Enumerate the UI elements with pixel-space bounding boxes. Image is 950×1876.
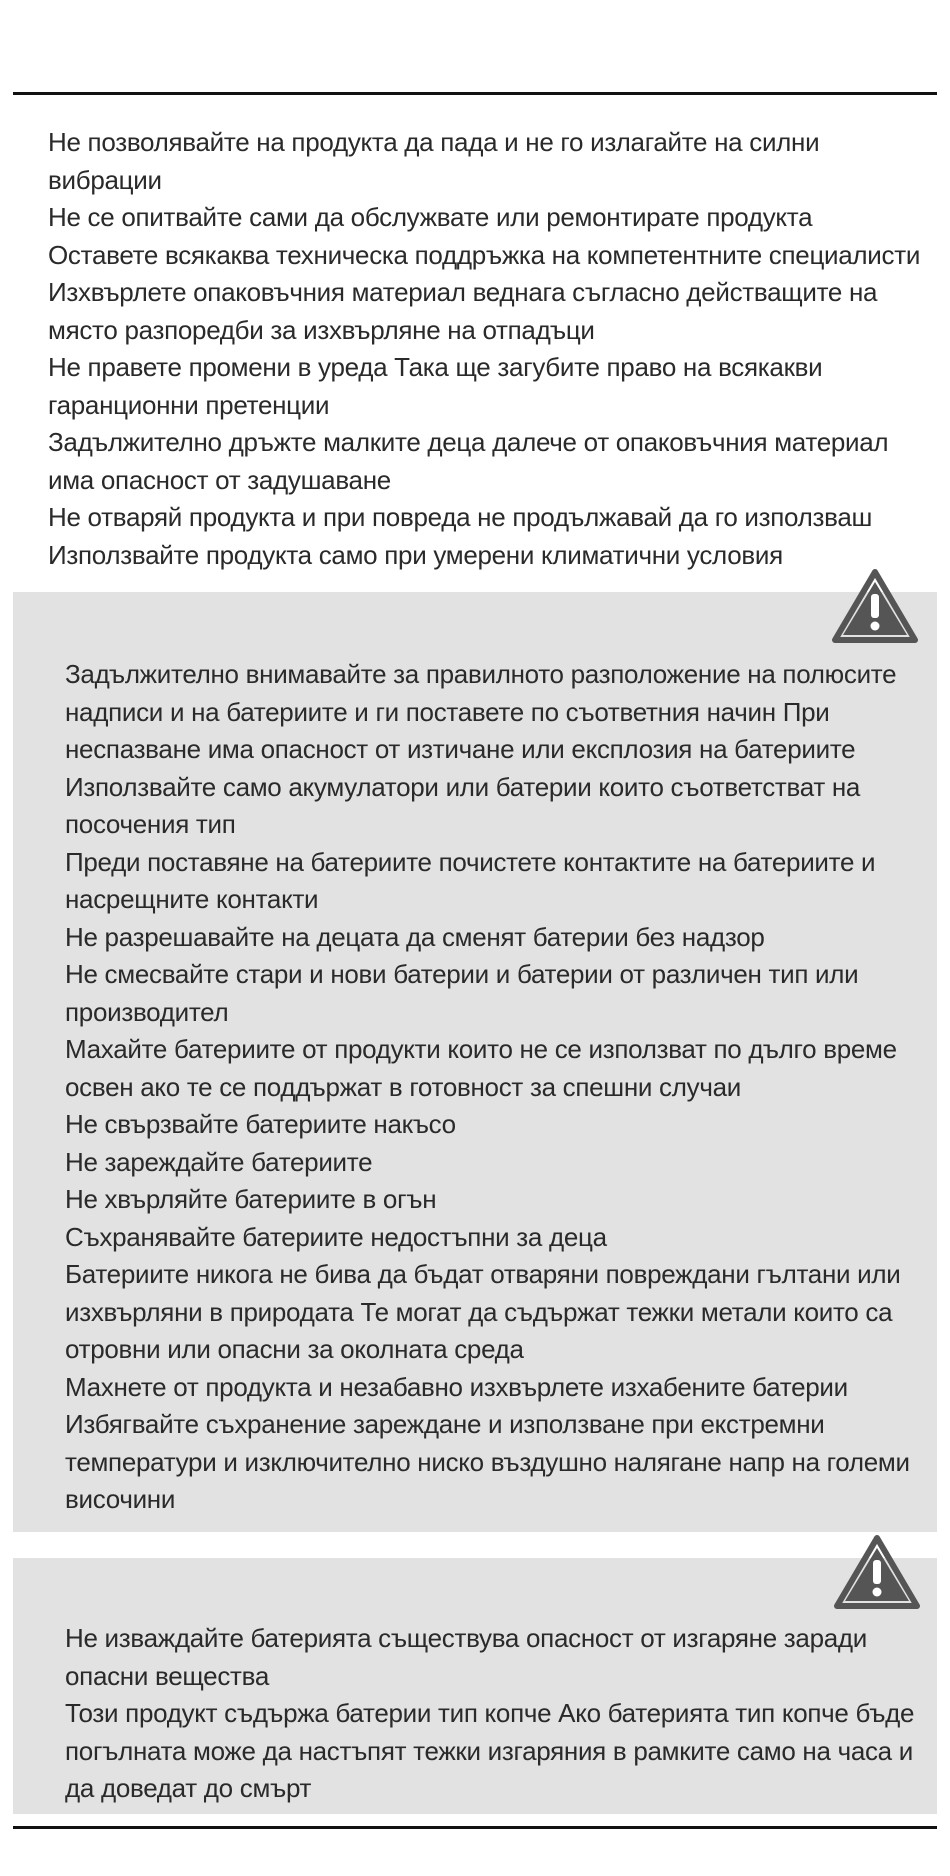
warning-item: Използвайте само акумулатори или батерии които съответстват на посочения тип [65, 771, 861, 839]
warning-item: Този продукт съдържа батерии тип копче Ако батерията тип копче бъде погълната може да настъпят тежки изгаряния в рамките само на часа и да доведат до смърт [65, 1698, 915, 1803]
battery-warning-list [65, 656, 935, 1519]
general-instructions-list [48, 124, 938, 574]
warning-item: Не разрешавайте на децата да сменят батерии без надзор [65, 921, 765, 952]
warning-item: Не изваждайте батерията съществува опасност от изгаряне заради опасни вещества [65, 1623, 867, 1691]
instruction-item: Не отваряй продукта и при повреда не продължавай да го използваш [48, 502, 873, 532]
button-cell-warning-box [13, 1558, 937, 1814]
warning-triangle-icon [833, 1534, 921, 1610]
instruction-item: Използвайте продукта само при умерени климатични условия [48, 539, 783, 570]
warning-triangle-icon [831, 568, 919, 644]
warning-item: Батериите никога не бива да бъдат отваряни повреждани гълтани или изхвърляни в природата Те могат да съдържат тежки метали които са отровни или опасни за околната среда [65, 1259, 901, 1364]
warning-item: Избягвайте съхранение зареждане и използване при екстремни температури и изключително ниско въздушно налягане напр на големи височини [65, 1409, 910, 1514]
warning-item: Не свързвайте батериите накъсо [65, 1109, 456, 1139]
instruction-item: Изхвърлете опаковъчния материал веднага съгласно действащите на място разпоредби за изхвърляне на отпадъци [48, 277, 878, 345]
button-cell-warning-list [65, 1620, 935, 1808]
instruction-item: Задължително дръжте малките деца далече от опаковъчния материал има опасност от задушаване [48, 427, 889, 495]
warning-item: Не зареждайте батериите [65, 1146, 373, 1177]
warning-item: Махайте батериите от продукти които не се използват по дълго време освен ако те се поддържат в готовност за спешни случаи [65, 1034, 897, 1102]
warning-item: Не хвърляйте батериите в огън [65, 1184, 437, 1214]
instruction-item: Оставете всякаква техническа поддръжка на компетентните специалисти [48, 239, 921, 270]
warning-item: Задължително внимавайте за правилното разположение на полюсите надписи и на батериите и ги поставете по съответния начин При неспазване има опасност от изтичане или експлозия на батериите [65, 659, 897, 764]
battery-warning-box [13, 592, 937, 1532]
warning-item: Преди поставяне на батериите почистете контактите на батериите и насрещните контакти [65, 846, 876, 914]
warning-item: Съхранявайте батериите недостъпни за деца [65, 1221, 607, 1252]
instruction-item: Не правете промени в уреда Така ще загубите право на всякакви гаранционни претенции [48, 352, 823, 420]
bottom-divider [13, 1826, 937, 1829]
top-divider [13, 92, 937, 95]
warning-item: Не смесвайте стари и нови батерии и батерии от различен тип или производител [65, 959, 859, 1027]
instruction-item: Не се опитвайте сами да обслужвате или ремонтирате продукта [48, 202, 813, 232]
warning-item: Махнете от продукта и незабавно изхвърлете изхабените батерии [65, 1371, 848, 1402]
instruction-item: Не позволявайте на продукта да пада и не го излагайте на силни вибрации [48, 127, 820, 195]
